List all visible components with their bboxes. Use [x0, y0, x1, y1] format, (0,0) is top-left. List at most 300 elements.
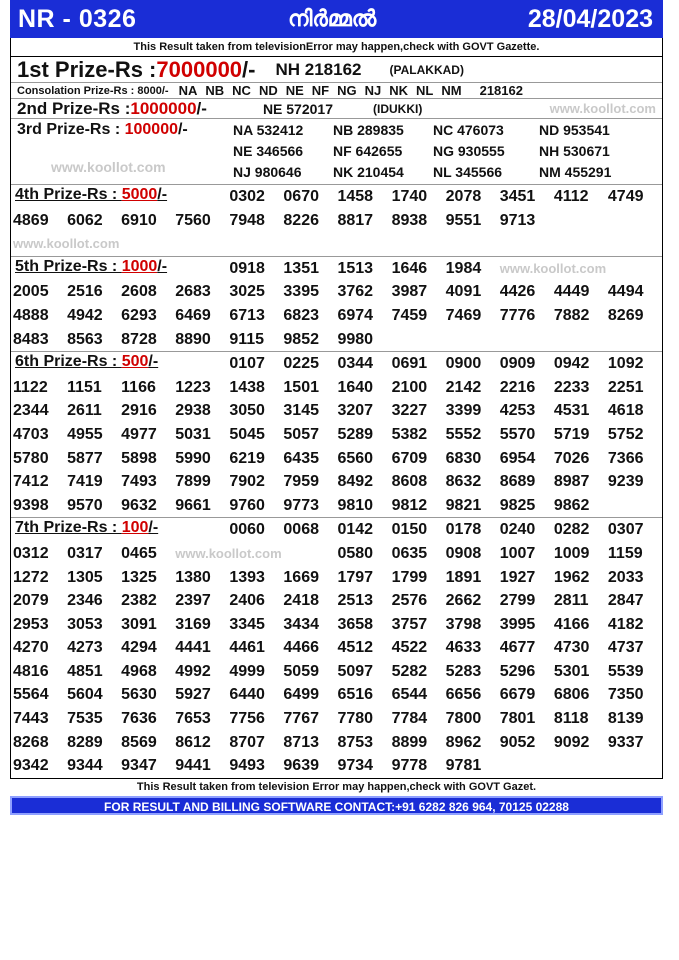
winning-number: 9347: [121, 757, 157, 775]
winning-number: 8728: [121, 330, 157, 348]
winning-number: 9337: [607, 733, 644, 751]
third-prize-number: NL 345566: [433, 164, 503, 180]
third-prize-number: NF 642655: [333, 143, 403, 159]
winning-number: 7959: [283, 473, 319, 491]
seventh-prize-suffix: /-: [148, 519, 159, 537]
fourth-prize-label-group: [15, 186, 167, 204]
winning-number: 4112: [553, 188, 589, 205]
winning-number: 5097: [337, 662, 374, 680]
winning-number: 2516: [67, 283, 103, 301]
seventh-prize-numbers: [11, 518, 662, 778]
winning-number: 0465: [121, 544, 157, 562]
draw-code: NR - 0326: [18, 4, 137, 33]
seventh-prize-block: [11, 518, 662, 778]
winning-number: 4869: [13, 211, 49, 229]
winning-number: 4091: [445, 283, 482, 301]
winning-number: 9441: [175, 757, 211, 775]
winning-number: 8139: [607, 710, 644, 728]
winning-number: 8289: [67, 733, 103, 751]
winning-number: 7419: [67, 473, 103, 491]
winning-number: 7560: [175, 211, 211, 229]
winning-number: 8608: [391, 473, 428, 491]
consolation-series-code: NM: [441, 82, 462, 98]
winning-number: 5539: [607, 662, 644, 680]
winning-number: 3987: [391, 283, 428, 301]
first-prize-row: [11, 57, 662, 83]
winning-number: 8938: [391, 211, 428, 229]
winning-number: 4633: [445, 639, 482, 657]
winning-number: 4182: [607, 615, 644, 633]
label-spacer: [175, 257, 229, 281]
winning-number: 5031: [175, 425, 211, 443]
winning-number: 8713: [283, 733, 319, 751]
winning-number: 1393: [229, 568, 265, 586]
second-prize-suffix: /-: [196, 98, 207, 118]
winning-number: 8268: [13, 733, 49, 751]
third-prize-number: NH 530671: [539, 143, 610, 159]
winning-number: 3169: [175, 615, 211, 633]
winning-number: 8899: [391, 733, 428, 751]
winning-number: 5283: [445, 662, 482, 680]
winning-number: 3207: [337, 402, 374, 420]
second-prize-label: 2nd Prize-Rs :: [17, 98, 131, 118]
winning-number: 5552: [445, 425, 482, 443]
watermark: www.koollot.com: [549, 101, 656, 116]
winning-number: 7535: [67, 710, 103, 728]
winning-number: 9342: [13, 757, 49, 775]
winning-number: 4851: [67, 662, 103, 680]
winning-number: 6823: [283, 306, 319, 324]
winning-number: 1646: [391, 259, 428, 277]
winning-number: 3025: [229, 283, 265, 301]
consolation-series-code: NB: [205, 82, 225, 98]
winning-number: 2216: [499, 378, 536, 396]
winning-number: 8612: [175, 733, 211, 751]
sixth-prize-suffix: /-: [148, 353, 159, 371]
winning-number: 8753: [337, 733, 374, 751]
winning-number: 7412: [13, 473, 49, 491]
winning-number: 6709: [391, 449, 428, 467]
winning-number: 8707: [229, 733, 265, 751]
winning-number: 2382: [121, 592, 157, 610]
winning-number: 4992: [175, 662, 211, 680]
winning-number: 1272: [13, 568, 49, 586]
winning-number: 7882: [553, 306, 590, 324]
winning-number: 0068: [283, 521, 319, 539]
winning-number: 9493: [229, 757, 265, 775]
consolation-series-list: [179, 82, 470, 100]
winning-number: 0225: [283, 355, 319, 373]
winning-number: 2005: [13, 283, 49, 301]
winning-number: 1927: [499, 568, 536, 586]
winning-number: 2847: [607, 592, 644, 610]
winning-number: 4461: [229, 639, 265, 657]
second-prize-amount: 1000000: [130, 98, 197, 118]
winning-number: 5570: [499, 425, 536, 443]
winning-number: 6974: [337, 306, 374, 324]
fourth-prize-amount: 5000: [121, 186, 158, 203]
winning-number: 4522: [391, 639, 428, 657]
third-prize-number: ND 953541: [539, 122, 610, 138]
winning-number: 3345: [229, 615, 265, 633]
winning-number: 7801: [499, 710, 536, 728]
winning-number: 0942: [553, 355, 590, 373]
winning-number: 3053: [67, 615, 103, 633]
winning-number: 1984: [445, 259, 482, 277]
winning-number: 8563: [67, 330, 103, 348]
third-prize-suffix: /-: [177, 121, 188, 138]
sixth-prize-label: 6th Prize-Rs :: [15, 353, 122, 371]
winning-number: 2938: [175, 402, 211, 420]
winning-number: 9773: [283, 496, 319, 514]
winning-number: 7902: [229, 473, 265, 491]
winning-number: 1513: [337, 259, 374, 277]
winning-number: 7784: [391, 710, 428, 728]
winning-number: 3434: [283, 615, 319, 633]
winning-number: 7493: [121, 473, 157, 491]
fifth-prize-label: 5th Prize-Rs :: [15, 257, 122, 275]
winning-number: 4441: [175, 639, 211, 657]
winning-number: 4888: [13, 306, 49, 324]
winning-number: 9052: [499, 733, 536, 751]
winning-number: 4253: [499, 402, 536, 420]
first-prize-label: 1st Prize-Rs :: [17, 56, 157, 82]
consolation-label: Consolation Prize-Rs : 8000/-: [17, 84, 169, 97]
winning-number: 0178: [445, 521, 482, 539]
winning-number: 1669: [283, 568, 319, 586]
winning-number: 7653: [175, 710, 211, 728]
winning-number: 2953: [13, 615, 49, 633]
winning-number: 3395: [283, 283, 319, 301]
winning-number: 4426: [499, 283, 536, 301]
winning-number: 4677: [499, 639, 536, 657]
winning-number: 2100: [391, 378, 428, 396]
winning-number: 1166: [121, 378, 156, 396]
third-prize-amount: 100000: [124, 121, 178, 138]
consolation-series-code: NL: [416, 82, 434, 98]
winning-number: 3227: [391, 402, 428, 420]
winning-number: 0317: [67, 544, 103, 562]
winning-number: 3451: [499, 188, 536, 205]
fifth-prize-amount: 1000: [121, 257, 158, 275]
winning-number: 3145: [283, 402, 319, 420]
winning-number: 2079: [13, 592, 49, 610]
result-sheet: [10, 0, 663, 815]
consolation-number: 218162: [479, 83, 523, 98]
winning-number: 9778: [391, 757, 428, 775]
winning-number: 8632: [445, 473, 482, 491]
winning-number: 4730: [553, 639, 590, 657]
winning-number: 7948: [229, 211, 265, 229]
winning-number: 7636: [121, 710, 157, 728]
seventh-prize-label-group: [15, 519, 158, 537]
fourth-prize-label: 4th Prize-Rs :: [15, 186, 122, 203]
label-spacer: [175, 352, 229, 376]
winning-number: 6679: [499, 686, 536, 704]
winning-number: 5780: [13, 449, 49, 467]
winning-number: 1799: [391, 568, 428, 586]
label-spacer: [175, 185, 229, 209]
winning-number: 9570: [67, 496, 103, 514]
winning-number: 9734: [337, 757, 374, 775]
first-prize-location: (PALAKKAD): [389, 62, 464, 77]
winning-number: 0909: [499, 355, 536, 373]
winning-number: 0150: [391, 521, 428, 539]
winning-number: 2406: [229, 592, 265, 610]
winning-number: 4737: [607, 639, 644, 657]
winning-number: 7026: [553, 449, 590, 467]
watermark: www.koollot.com: [175, 545, 282, 561]
winning-number: 8483: [13, 330, 49, 348]
winning-number: 8962: [445, 733, 482, 751]
winning-number: 5898: [121, 449, 157, 467]
winning-number: 5630: [121, 686, 157, 704]
winning-number: 9862: [553, 496, 590, 514]
winning-number: 6713: [229, 306, 265, 324]
winning-number: 1962: [553, 568, 590, 586]
consolation-series-code: NA: [178, 82, 198, 98]
winning-number: 1009: [553, 544, 590, 562]
consolation-series-code: NE: [285, 82, 304, 98]
sixth-prize-label-group: [15, 353, 158, 371]
third-prize-numbers: [233, 121, 639, 181]
watermark: www.koollot.com: [51, 159, 166, 175]
winning-number: 6516: [337, 686, 374, 704]
first-prize-suffix: /-: [242, 56, 256, 82]
winning-number: 4531: [553, 402, 590, 420]
winning-number: 5289: [337, 425, 374, 443]
winning-number: 9661: [175, 496, 211, 514]
winning-number: 4270: [13, 639, 49, 657]
winning-number: 0060: [229, 521, 265, 539]
winning-number: 8269: [607, 306, 644, 324]
winning-number: 5927: [175, 686, 211, 704]
winning-number: 8890: [175, 330, 211, 348]
winning-number: 0580: [337, 544, 374, 562]
consolation-row: [11, 83, 662, 99]
winning-number: 4955: [67, 425, 103, 443]
winning-number: 3798: [445, 615, 482, 633]
second-prize-row: [11, 99, 662, 119]
winning-number: 6656: [445, 686, 482, 704]
consolation-series-code: NF: [311, 82, 330, 98]
winning-number: 6954: [499, 449, 536, 467]
third-prize-label-group: [17, 121, 188, 139]
winning-number: 9639: [283, 757, 319, 775]
winning-number: 7443: [13, 710, 49, 728]
winning-number: 3658: [337, 615, 374, 633]
winning-number: 0344: [337, 355, 374, 373]
winning-number: 9632: [121, 496, 157, 514]
winning-number: 6499: [283, 686, 319, 704]
winning-number: 0900: [445, 355, 482, 373]
winning-number: 0282: [553, 521, 590, 539]
consolation-series-code: NC: [232, 82, 251, 98]
winning-number: 1122: [13, 378, 48, 396]
winning-number: 5382: [391, 425, 428, 443]
consolation-series-code: ND: [258, 82, 278, 98]
winning-number: 0670: [283, 188, 319, 205]
winning-number: 2513: [337, 592, 374, 610]
winning-number: 4294: [121, 639, 157, 657]
winning-number: 7776: [499, 306, 536, 324]
winning-number: 2811: [553, 592, 589, 610]
fifth-prize-suffix: /-: [157, 257, 168, 275]
winning-number: 6293: [121, 306, 157, 324]
winning-number: 4942: [67, 306, 103, 324]
winning-number: 0908: [445, 544, 482, 562]
winning-number: 1325: [121, 568, 157, 586]
winning-number: 7350: [607, 686, 644, 704]
winning-number: 4273: [67, 639, 103, 657]
winning-number: 4466: [283, 639, 319, 657]
winning-number: 1438: [229, 378, 265, 396]
winning-number: 5564: [13, 686, 49, 704]
first-prize-number: NH 218162: [275, 59, 362, 79]
winning-number: 7469: [445, 306, 482, 324]
winning-number: 0107: [229, 355, 265, 373]
winning-number: 5719: [553, 425, 590, 443]
first-prize-amount: 7000000: [156, 56, 243, 82]
fourth-prize-suffix: /-: [157, 186, 168, 203]
winning-number: 0142: [337, 521, 374, 539]
winning-number: 1351: [283, 259, 319, 277]
winning-number: 1640: [337, 378, 374, 396]
winning-number: 1159: [607, 544, 643, 562]
winning-number: 8226: [283, 211, 319, 229]
winning-number: 7459: [391, 306, 428, 324]
winning-number: 9812: [391, 496, 428, 514]
winning-number: 1305: [67, 568, 103, 586]
third-prize-number: NB 289835: [333, 122, 404, 138]
winning-number: 1223: [175, 378, 211, 396]
winning-number: 9980: [337, 330, 374, 348]
winning-number: 4999: [229, 662, 265, 680]
winning-number: 9821: [445, 496, 482, 514]
winning-number: 8689: [499, 473, 536, 491]
seventh-prize-amount: 100: [121, 519, 149, 537]
winning-number: 2233: [553, 378, 590, 396]
winning-number: 6560: [337, 449, 374, 467]
winning-number: 4703: [13, 425, 49, 443]
watermark: www.koollot.com: [499, 260, 607, 276]
second-prize-number: NE 572017: [262, 100, 333, 117]
winning-number: 2078: [445, 188, 482, 205]
draw-date: 28/04/2023: [527, 4, 653, 33]
notice-top: This Result taken from televisionError may happen,check with GOVT Gazette.: [10, 38, 663, 56]
winning-number: 2683: [175, 283, 211, 301]
winning-number: 3995: [499, 615, 536, 633]
winning-number: 9344: [67, 757, 103, 775]
winning-number: 7767: [283, 710, 319, 728]
winning-number: 2251: [607, 378, 644, 396]
winning-number: 0918: [229, 259, 265, 277]
winning-number: 8987: [553, 473, 590, 491]
third-prize-number: NE 346566: [233, 143, 304, 159]
winning-number: 5877: [67, 449, 103, 467]
winning-number: 9115: [229, 330, 265, 348]
winning-number: 1151: [67, 378, 102, 396]
winning-number: 0302: [229, 188, 265, 205]
winning-number: 3091: [121, 615, 157, 633]
winning-number: 4968: [121, 662, 157, 680]
winning-number: 2916: [121, 402, 157, 420]
winning-number: 5282: [391, 662, 428, 680]
winning-number: 6435: [283, 449, 319, 467]
contact-banner: FOR RESULT AND BILLING SOFTWARE CONTACT:+91 6282 826 964, 70125 02288: [10, 796, 663, 815]
winning-number: 4816: [13, 662, 49, 680]
winning-number: 2033: [607, 568, 644, 586]
winning-number: 5045: [229, 425, 265, 443]
winning-number: 6469: [175, 306, 211, 324]
sixth-prize-numbers: [11, 352, 662, 517]
winning-number: 6910: [121, 211, 157, 229]
winning-number: 1891: [445, 568, 482, 586]
consolation-series-code: NG: [337, 82, 357, 98]
winning-number: 1092: [607, 355, 644, 373]
lottery-name: നിർമ്മൽ: [288, 6, 377, 32]
winning-number: 2142: [445, 378, 482, 396]
consolation-series-code: NK: [389, 82, 409, 98]
winning-number: 9551: [445, 211, 482, 229]
fifth-prize-label-group: [15, 258, 167, 276]
winning-number: 1007: [499, 544, 536, 562]
third-prize-number: NA 532412: [233, 122, 304, 138]
winning-number: 4449: [553, 283, 590, 301]
winning-number: 4512: [337, 639, 374, 657]
third-prize-number: NJ 980646: [233, 164, 302, 180]
consolation-series-code: NJ: [364, 82, 382, 98]
winning-number: 9781: [445, 757, 482, 775]
winning-number: 9852: [283, 330, 319, 348]
winning-number: 2662: [445, 592, 482, 610]
label-spacer: [175, 518, 229, 542]
fourth-prize-block: [11, 185, 662, 257]
winning-number: 1740: [391, 188, 428, 205]
sixth-prize-amount: 500: [121, 353, 149, 371]
winning-number: 9713: [499, 211, 536, 229]
winning-number: 6062: [67, 211, 103, 229]
winning-number: 4977: [121, 425, 157, 443]
winning-number: 8817: [337, 211, 374, 229]
third-prize-row: [11, 119, 662, 185]
winning-number: 1380: [175, 568, 211, 586]
winning-number: 7780: [337, 710, 374, 728]
winning-number: 4494: [607, 283, 644, 301]
winning-number: 9810: [337, 496, 374, 514]
winning-number: 3757: [391, 615, 428, 633]
winning-number: 7800: [445, 710, 482, 728]
winning-number: 4166: [553, 615, 590, 633]
winning-number: 3050: [229, 402, 265, 420]
winning-number: 5752: [607, 425, 644, 443]
winning-number: 9239: [607, 473, 644, 491]
third-prize-number: NC 476073: [433, 122, 504, 138]
winning-number: 6544: [391, 686, 428, 704]
winning-number: 5059: [283, 662, 319, 680]
winning-number: 6219: [229, 449, 265, 467]
winning-number: 5604: [67, 686, 103, 704]
winning-number: 2397: [175, 592, 211, 610]
sixth-prize-block: [11, 352, 662, 518]
winning-number: 4618: [607, 402, 644, 420]
winning-number: 2346: [67, 592, 103, 610]
winning-number: 9825: [499, 496, 536, 514]
winning-number: 1501: [283, 378, 319, 396]
winning-number: 0312: [13, 544, 49, 562]
winning-number: 9398: [13, 496, 49, 514]
winning-number: 5301: [553, 662, 590, 680]
